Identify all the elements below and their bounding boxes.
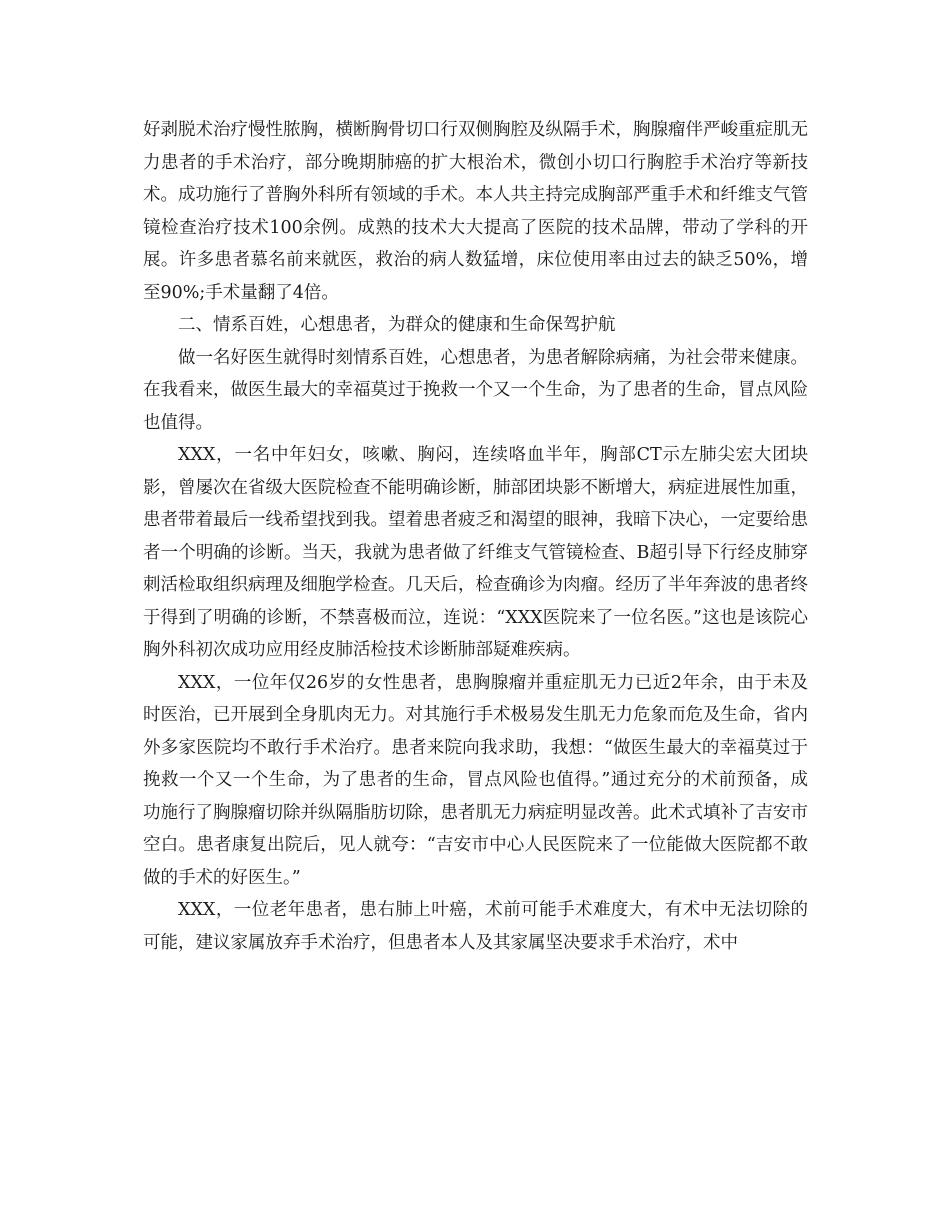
paragraph-4: XXX，一位年仅26岁的女性患者，患胸腺瘤并重症肌无力已近2年余，由于未及时医治，已开展到全身肌肉无力。对其施行手术极易发生肌无力危象而危及生命，省内外多家医院均不敢行手术治疗。患者来院向我求助，我想：“做医生最大的幸福莫过于挽救一个又一个生命，为了患者的生命，冒点风险也值得。”通过充分的术前预备，成功施行了胸腺瘤切除并纵隔脂肪切除，患者肌无力病症明显改善。此术式填补了吉安市空白。患者康复出院后，见人就夸：“吉安市中心人民医院来了一位能做大医院都不敢做的手术的好医生。”: [143, 672, 808, 888]
paragraph-5: XXX，一位老年患者，患右肺上叶癌，术前可能手术难度大，有术中无法切除的可能，建议家属放弃手术治疗，但患者本人及其家属坚决要求手术治疗，术中: [143, 900, 808, 953]
paragraph-3: XXX，一名中年妇女，咳嗽、胸闷，连续咯血半年，胸部CT示左肺尖宏大团块影，曾屡次在省级大医院检查不能明确诊断，肺部团块影不断增大，病症进展性加重，患者带着最后一线希望找到我。望着患者疲乏和渴望的眼神，我暗下决心，一定要给患者一个明确的诊断。当天，我就为患者做了纤维支气管镜检查、B超引导下行经皮肺穿刺活检取组织病理及细胞学检查。几天后，检查确诊为肉瘤。经历了半年奔波的患者终于得到了明确的诊断，不禁喜极而泣，连说：“XXX医院来了一位名医。”这也是该院心胸外科初次成功应用经皮肺活检技术诊断肺部疑难疾病。: [143, 445, 808, 660]
paragraph-2: 做一名好医生就得时刻情系百姓，心想患者，为患者解除病痛，为社会带来健康。在我看来，做医生最大的幸福莫过于挽救一个又一个生命，为了患者的生命，冒点风险也值得。: [143, 347, 808, 433]
paragraph-1: 好剥脱术治疗慢性脓胸，横断胸骨切口行双侧胸腔及纵隔手术，胸腺瘤伴严峻重症肌无力患者的手术治疗，部分晚期肺癌的扩大根治术，微创小切口行胸腔手术治疗等新技术。成功施行了普胸外科所有领域的手术。本人共主持完成胸部严重手术和纤维支气管镜检查治疗技术100余例。成熟的技术大大提高了医院的技术品牌，带动了学科的开展。许多患者慕名前来就医，救治的病人数猛增，床位使用率由过去的缺乏50%，增至90%;手术量翻了4倍。: [143, 120, 808, 303]
section-heading: 二、情系百姓，心想患者，为群众的健康和生命保驾护航: [178, 315, 616, 335]
document-page: [143, 114, 808, 959]
